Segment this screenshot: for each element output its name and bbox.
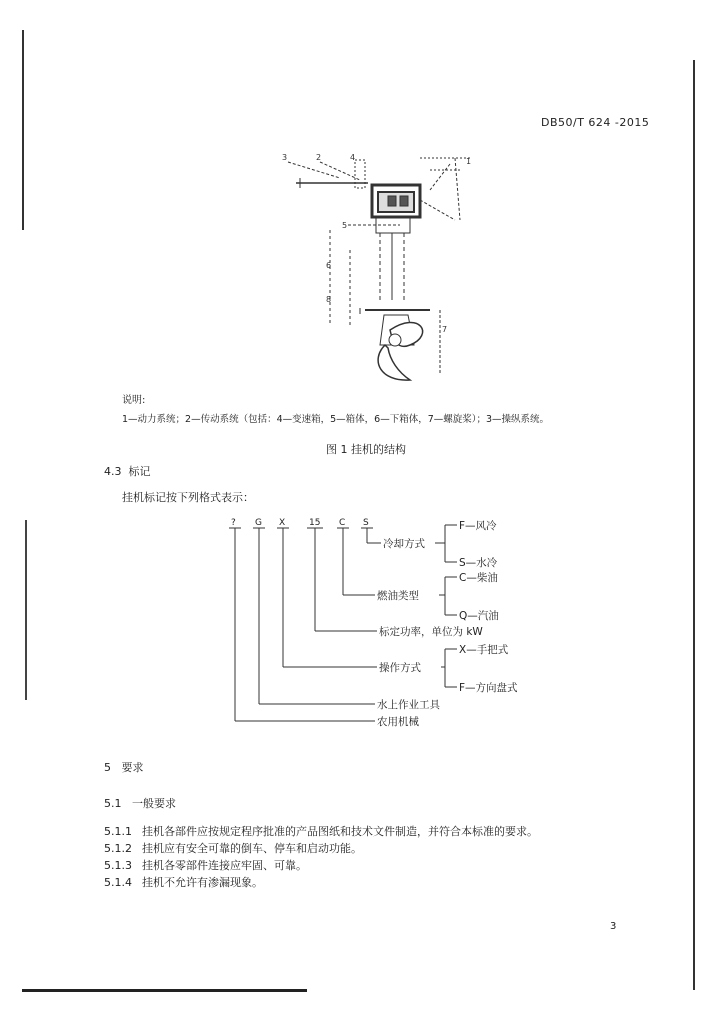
- option-op-x: X—手把式: [459, 644, 509, 656]
- legend-text: 1—动力系统；2—传动系统（包括：4—变速箱，5—箱体，6—下箱体，7—螺旋桨）；3—操纵系统。: [122, 414, 550, 425]
- label-fuel: 燃油类型: [377, 590, 419, 602]
- label-operation: 操作方式: [379, 662, 421, 674]
- callout-7: 7: [442, 325, 448, 334]
- code-letter-6: S: [363, 518, 369, 528]
- section-5-1-heading: [104, 795, 176, 811]
- clause-number: 5.1.3: [104, 859, 132, 872]
- section-title: 标记: [128, 465, 151, 478]
- section-number: 4.3: [104, 465, 122, 478]
- callout-8: 8: [326, 295, 332, 304]
- clause-number: 5.1.2: [104, 842, 132, 855]
- outboard-engine-figure: [280, 150, 480, 390]
- marking-intro: 挂机标记按下列格式表示：: [122, 491, 254, 504]
- code-letter-2: G: [255, 518, 262, 528]
- scan-edge-left-lower: [25, 520, 27, 700]
- section-4-3-heading: [104, 463, 151, 479]
- label-tool: 水上作业工具: [377, 699, 440, 711]
- code-letter-4: 15: [309, 518, 321, 528]
- callout-3: 3: [282, 153, 288, 162]
- option-fuel-q: Q—汽油: [459, 610, 499, 622]
- label-power: 标定功率，单位为 kW: [379, 626, 483, 638]
- clause-text: 挂机各零部件连接应牢固、可靠。: [142, 859, 307, 872]
- scan-edge-bottom: [22, 989, 307, 992]
- callout-5: 5: [342, 221, 348, 230]
- page-number: 3: [610, 921, 617, 932]
- marking-format-diagram: [225, 515, 545, 737]
- code-letter-5: C: [339, 518, 346, 528]
- legend-title: 说明:: [122, 395, 146, 406]
- option-fuel-c: C—柴油: [459, 572, 498, 584]
- section-number: 5: [104, 761, 111, 774]
- clause-5-1-3: [104, 857, 307, 873]
- clause-number: 5.1.4: [104, 876, 132, 889]
- clause-text: 挂机各部件应按规定程序批准的产品图纸和技术文件制造，并符合本标准的要求。: [142, 825, 538, 838]
- callout-2: 2: [316, 153, 322, 162]
- figure-caption: 图 1 挂机的结构: [326, 443, 406, 456]
- clause-5-1-2: [104, 840, 362, 856]
- scan-edge-left: [22, 30, 24, 230]
- scan-edge-right: [693, 60, 695, 990]
- clause-5-1-4: [104, 874, 263, 890]
- callout-4: 4: [350, 153, 356, 162]
- label-cooling: 冷却方式: [383, 538, 425, 550]
- code-letter-1: ?: [231, 518, 236, 528]
- callout-1: 1: [466, 157, 472, 166]
- section-title: 要求: [121, 761, 144, 774]
- label-machine: 农用机械: [377, 716, 419, 728]
- section-5-heading: [104, 759, 144, 775]
- clause-text: 挂机应有安全可靠的倒车、停车和启动功能。: [142, 842, 362, 855]
- clause-text: 挂机不允许有渗漏现象。: [142, 876, 263, 889]
- code-letter-3: X: [279, 518, 286, 528]
- clause-5-1-1: [104, 823, 538, 839]
- callout-6: 6: [326, 261, 332, 270]
- option-cooling-f: F—风冷: [459, 520, 497, 532]
- section-number: 5.1: [104, 797, 122, 810]
- section-title: 一般要求: [132, 797, 176, 810]
- option-cooling-s: S—水冷: [459, 557, 498, 569]
- doc-code: DB50/T 624 -2015: [541, 116, 650, 129]
- clause-number: 5.1.1: [104, 825, 132, 838]
- option-op-f: F—方向盘式: [459, 682, 518, 694]
